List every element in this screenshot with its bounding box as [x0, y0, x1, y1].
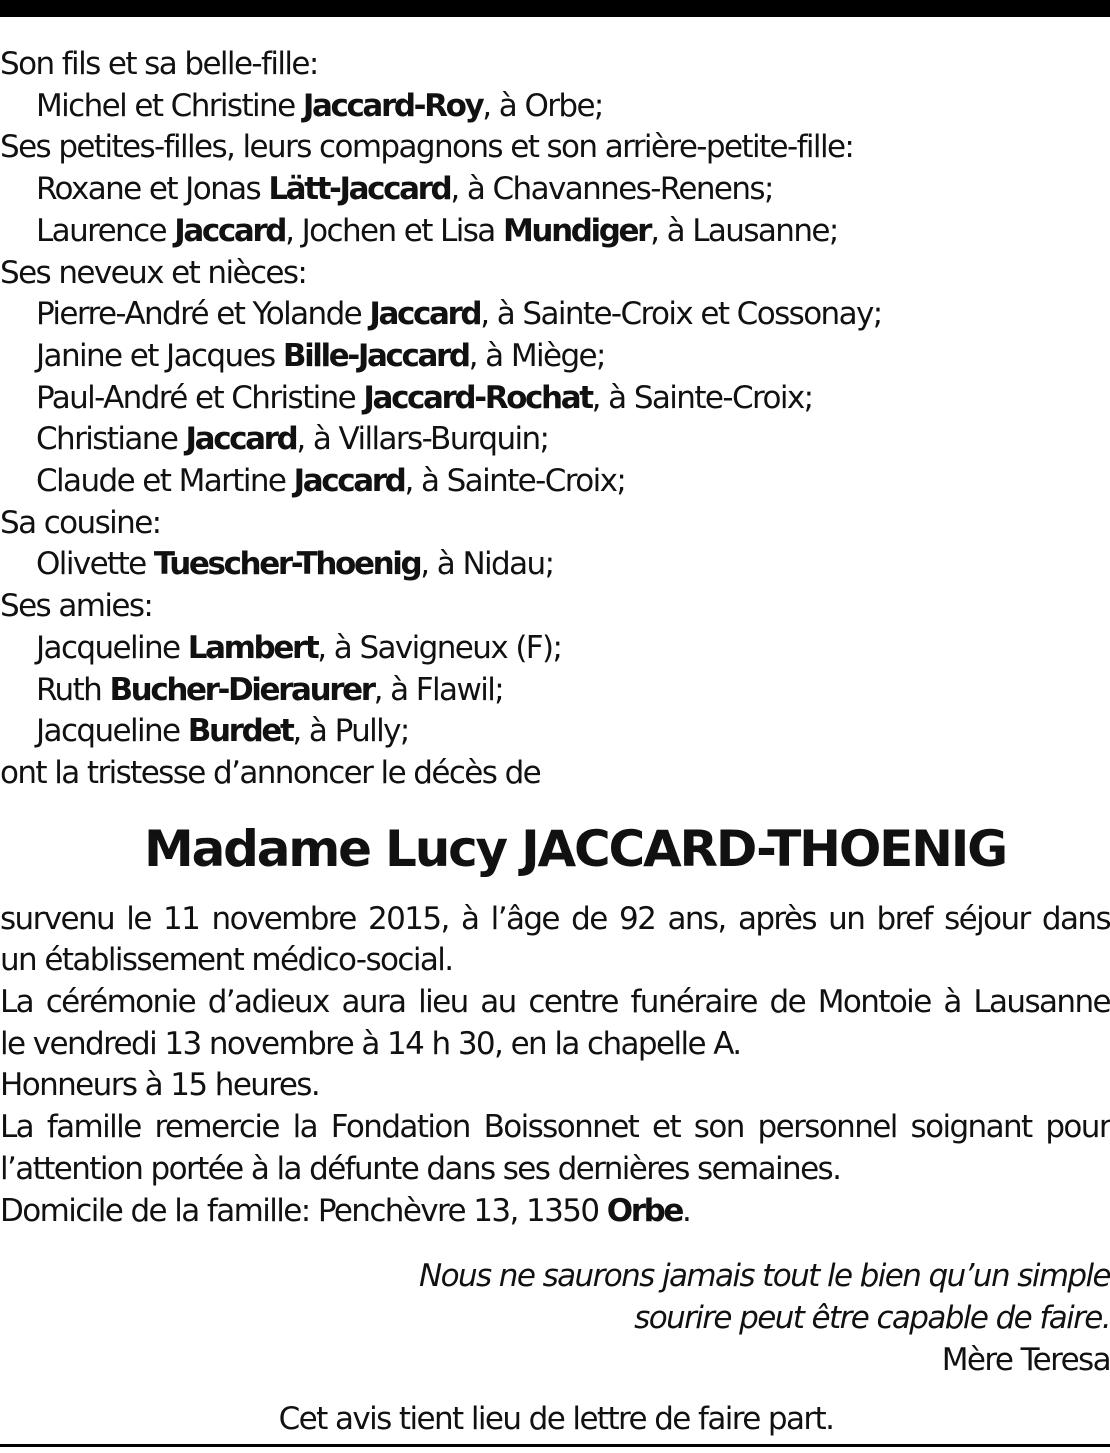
- family-surname: Jaccard: [174, 212, 286, 249]
- bottom-rule: [0, 1444, 1110, 1447]
- top-rule: [0, 0, 1110, 17]
- family-member: Christiane Jaccard, à Villars-Burquin;: [36, 421, 549, 458]
- quote-text: Nous ne saurons jamais tout le bien qu’un simple: [419, 1258, 1110, 1295]
- family-surname: Jaccard: [293, 463, 405, 500]
- family-surname: Bille-Jaccard: [282, 337, 469, 374]
- family-surname: Lätt-Jaccard: [268, 171, 451, 208]
- family-surname: Lambert: [187, 629, 318, 666]
- ceremony-line: le vendredi 13 novembre à 14 h 30, en la chapelle A.: [0, 1025, 741, 1062]
- family-member: Ruth Bucher-Dieraurer, à Flawil;: [36, 671, 504, 708]
- family-surname: Bucher-Dieraurer: [109, 671, 374, 708]
- family-surname: Burdet: [187, 713, 293, 750]
- group-heading: Ses petites-filles, leurs compagnons et son arrière-petite-fille:: [0, 129, 854, 166]
- family-member: Michel et Christine Jaccard-Roy, à Orbe;: [36, 87, 603, 124]
- obituary-notice: [0, 44, 1110, 1441]
- group-heading: Ses neveux et nièces:: [0, 254, 307, 291]
- domicile-line: Domicile de la famille: Penchèvre 13, 1350 Orbe.: [0, 1192, 691, 1229]
- death-details-line: survenu le 11 novembre 2015, à l’âge de 92 ans, après un bref séjour dans: [0, 900, 1110, 937]
- thanks-line: l’attention portée à la défunte dans ses dernières semaines.: [0, 1150, 841, 1187]
- honours-line: Honneurs à 15 heures.: [0, 1067, 320, 1104]
- family-surname: Tuescher-Thoenig: [153, 546, 421, 583]
- family-member: Olivette Tuescher-Thoenig, à Nidau;: [36, 546, 554, 583]
- family-surname: Jaccard-Rochat: [363, 379, 592, 416]
- family-member: Claude et Martine Jaccard, à Sainte-Croix;: [36, 463, 626, 500]
- deceased-name: Madame Lucy JACCARD-THOENIG: [144, 819, 1006, 878]
- thanks-line: La famille remercie la Fondation Boissonnet et son personnel soignant pour: [0, 1109, 1110, 1146]
- ceremony-line: La cérémonie d’adieux aura lieu au centre funéraire de Montoie à Lausanne: [0, 984, 1110, 1021]
- family-surname: Jaccard: [369, 296, 481, 333]
- family-member: Laurence Jaccard, Jochen et Lisa Mundiger, à Lausanne;: [36, 212, 838, 249]
- quote-block: [0, 1256, 1110, 1381]
- family-member: Janine et Jacques Bille-Jaccard, à Miège;: [36, 337, 605, 374]
- group-heading: Ses amies:: [0, 588, 153, 625]
- notice-line: Cet avis tient lieu de lettre de faire part.: [278, 1401, 834, 1438]
- family-surname: Jaccard-Roy: [302, 87, 483, 124]
- family-surname: Mundiger: [502, 212, 651, 249]
- domicile-town: Orbe: [606, 1192, 683, 1229]
- family-member: Roxane et Jonas Lätt-Jaccard, à Chavannes-Renens;: [36, 171, 773, 208]
- announcement-line: ont la tristesse d’annoncer le décès de: [0, 754, 541, 791]
- death-details-line: un établissement médico-social.: [0, 942, 453, 979]
- family-member: Jacqueline Lambert, à Savigneux (F);: [36, 629, 562, 666]
- group-heading: Sa cousine:: [0, 504, 161, 541]
- family-surname: Jaccard: [185, 421, 297, 458]
- family-member: Paul-André et Christine Jaccard-Rochat, à Sainte-Croix;: [36, 379, 813, 416]
- quote-author: Mère Teresa: [941, 1341, 1110, 1378]
- group-heading: Son fils et sa belle-fille:: [0, 46, 318, 82]
- family-member: Jacqueline Burdet, à Pully;: [36, 713, 409, 750]
- quote-text: sourire peut être capable de faire.: [634, 1299, 1110, 1336]
- family-member: Pierre-André et Yolande Jaccard, à Sainte-Croix et Cossonay;: [36, 296, 882, 333]
